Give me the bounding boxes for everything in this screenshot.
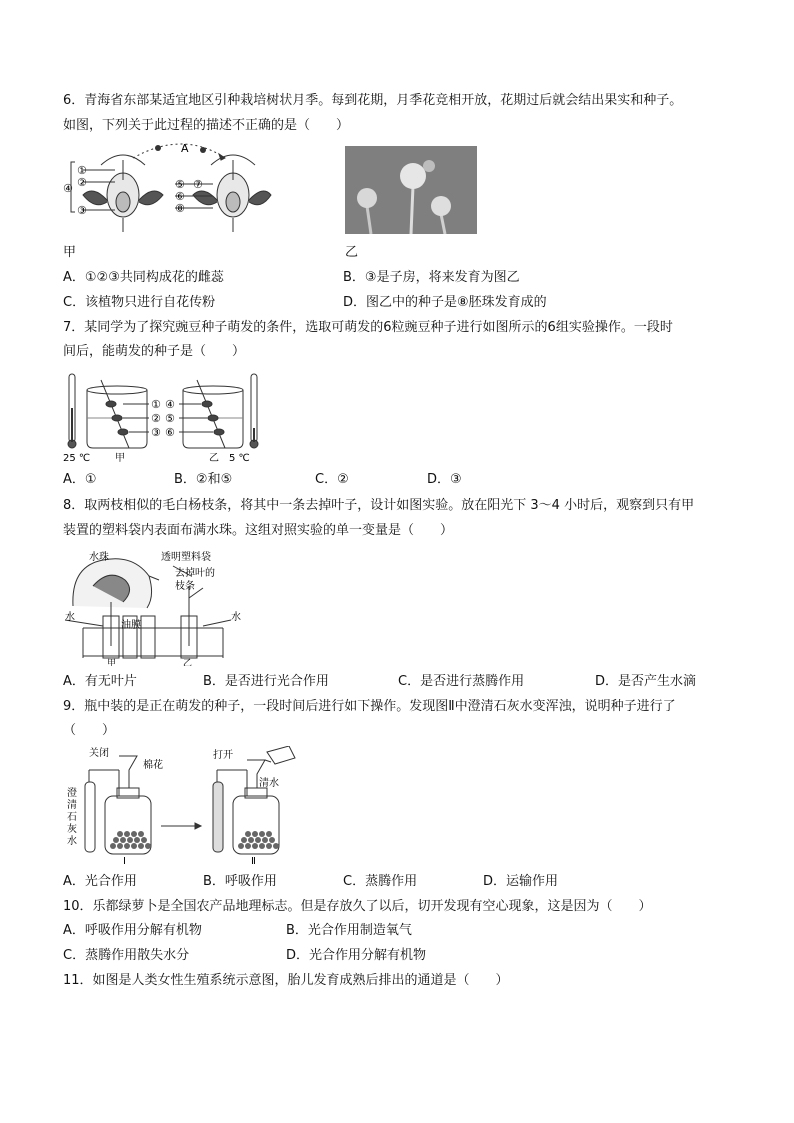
q9-lime-char-2: 清 [67, 800, 77, 811]
q10-option-d[interactable]: D．光合作用分解有机物 [286, 948, 427, 963]
q9-lime-char-5: 水 [67, 836, 77, 847]
q8-stem-line1: 8．取两枝相似的毛白杨枝条，将其中一条去掉叶子，设计如图实验。放在阳光下 3～4 小时后，观察到只有甲 [63, 498, 695, 513]
q6-option-d[interactable]: D．图乙中的种子是⑧胚珠发育成的 [343, 295, 547, 310]
q8-name-right: 乙 [183, 659, 193, 666]
q9-label-water: 清水 [259, 778, 279, 789]
q6-stem-line1: 6．青海省东部某适宜地区引种栽培树状月季。每到花期，月季花竞相开放，花期过后就会结出果实和种子。 [63, 93, 683, 108]
q7-name-right: 乙 [209, 453, 219, 463]
q7-option-a[interactable]: A．① [63, 472, 97, 487]
q7-option-b[interactable]: B．②和⑤ [174, 472, 233, 487]
q10-option-c[interactable]: C．蒸腾作用散失水分 [63, 948, 190, 963]
jia-label-5: ⑤ [175, 178, 185, 191]
jia-label-a: A [181, 142, 189, 155]
q9-label-cotton: 棉花 [143, 760, 163, 771]
q8-label-oil: 油膜 [121, 620, 141, 631]
q7-label-3: ③ [151, 426, 161, 439]
q9-option-d[interactable]: D．运输作用 [483, 874, 559, 889]
q6-caption-yi: 乙 [345, 245, 359, 260]
q7-name-left: 甲 [115, 453, 125, 463]
q7-stem-line2: 间后，能萌发的种子是（ ） [63, 344, 246, 359]
jia-label-7: ⑦ [193, 178, 203, 191]
q10-stem: 10．乐都绿萝卜是全国农产品地理标志。但是存放久了以后，切开发现有空心现象，这是因为（ ） [63, 899, 652, 914]
q7-label-4: ④ [165, 398, 175, 411]
q9-label-open: 打开 [213, 750, 233, 761]
q8-figure [63, 546, 243, 670]
jia-label-6: ⑥ [175, 190, 185, 203]
q9-label-closed: 关闭 [89, 748, 109, 759]
q10-option-b[interactable]: B．光合作用制造氧气 [286, 923, 412, 938]
q9-lime-char-1: 澄 [67, 788, 77, 799]
jia-label-4: ④ [63, 182, 73, 195]
q7-label-2: ② [151, 412, 161, 425]
q10-option-a[interactable]: A．呼吸作用分解有机物 [63, 923, 202, 938]
q7-temp-left: 25 ℃ [63, 453, 91, 463]
q6-option-a[interactable]: A．①②③共同构成花的雌蕊 [63, 270, 224, 285]
q9-label-roman-1: Ⅰ [123, 856, 126, 866]
jia-label-2: ② [77, 176, 87, 189]
q7-figure [63, 368, 263, 467]
q11-stem: 11．如图是人类女性生殖系统示意图，胎儿发育成熟后排出的通道是（ ） [63, 973, 509, 988]
q8-option-d[interactable]: D．是否产生水滴 [595, 674, 697, 689]
q8-label-branch: 去掉叶的 [175, 568, 215, 579]
q6-caption-jia: 甲 [63, 245, 77, 260]
q9-figure [63, 746, 303, 870]
q8-label-water-right: 水 [231, 612, 241, 623]
jia-label-8: ⑧ [175, 202, 185, 215]
q7-label-1: ① [151, 398, 161, 411]
q6-option-c[interactable]: C．该植物只进行自花传粉 [63, 295, 216, 310]
q6-figure-yi-photo [345, 146, 477, 238]
q8-option-b[interactable]: B．是否进行光合作用 [203, 674, 329, 689]
jia-label-1: ① [77, 164, 87, 177]
q7-temp-right: 5 ℃ [229, 453, 250, 463]
q7-label-6: ⑥ [165, 426, 175, 439]
q8-label-water-drop: 水珠 [89, 552, 109, 563]
q7-stem-line1: 7．某同学为了探究豌豆种子萌发的条件，选取可萌发的6粒豌豆种子进行如图所示的6组实验操作。一段时 [63, 320, 673, 335]
q9-lime-char-3: 石 [67, 812, 77, 823]
q7-label-5: ⑤ [165, 412, 175, 425]
q6-stem-line2: 如图，下列关于此过程的描述不正确的是（ ） [63, 118, 350, 133]
q9-stem-line2: （ ） [63, 723, 116, 738]
q6-figure-jia [63, 140, 273, 239]
q9-option-c[interactable]: C．蒸腾作用 [343, 874, 418, 889]
q9-stem-line1: 9．瓶中装的是正在萌发的种子，一段时间后进行如下操作。发现图Ⅱ中澄清石灰水变浑浊，说明种子进行了 [63, 699, 676, 714]
q8-name-left: 甲 [107, 659, 117, 666]
q8-label-water-left: 水 [65, 612, 75, 623]
q8-label-bag: 透明塑料袋 [161, 552, 211, 563]
q6-option-b[interactable]: B．③是子房，将来发育为图乙 [343, 270, 520, 285]
q9-label-roman-2: Ⅱ [251, 856, 256, 866]
q7-option-d[interactable]: D．③ [427, 472, 462, 487]
q9-lime-char-4: 灰 [67, 824, 77, 835]
q8-label-branch2: 枝条 [175, 581, 195, 592]
q7-option-c[interactable]: C．② [315, 472, 349, 487]
q8-option-c[interactable]: C．是否进行蒸腾作用 [398, 674, 525, 689]
q9-option-b[interactable]: B．呼吸作用 [203, 874, 277, 889]
q8-option-a[interactable]: A．有无叶片 [63, 674, 137, 689]
jia-label-3: ③ [77, 204, 87, 217]
q9-option-a[interactable]: A．光合作用 [63, 874, 137, 889]
q8-stem-line2: 装置的塑料袋内表面布满水珠。这组对照实验的单一变量是（ ） [63, 523, 454, 538]
